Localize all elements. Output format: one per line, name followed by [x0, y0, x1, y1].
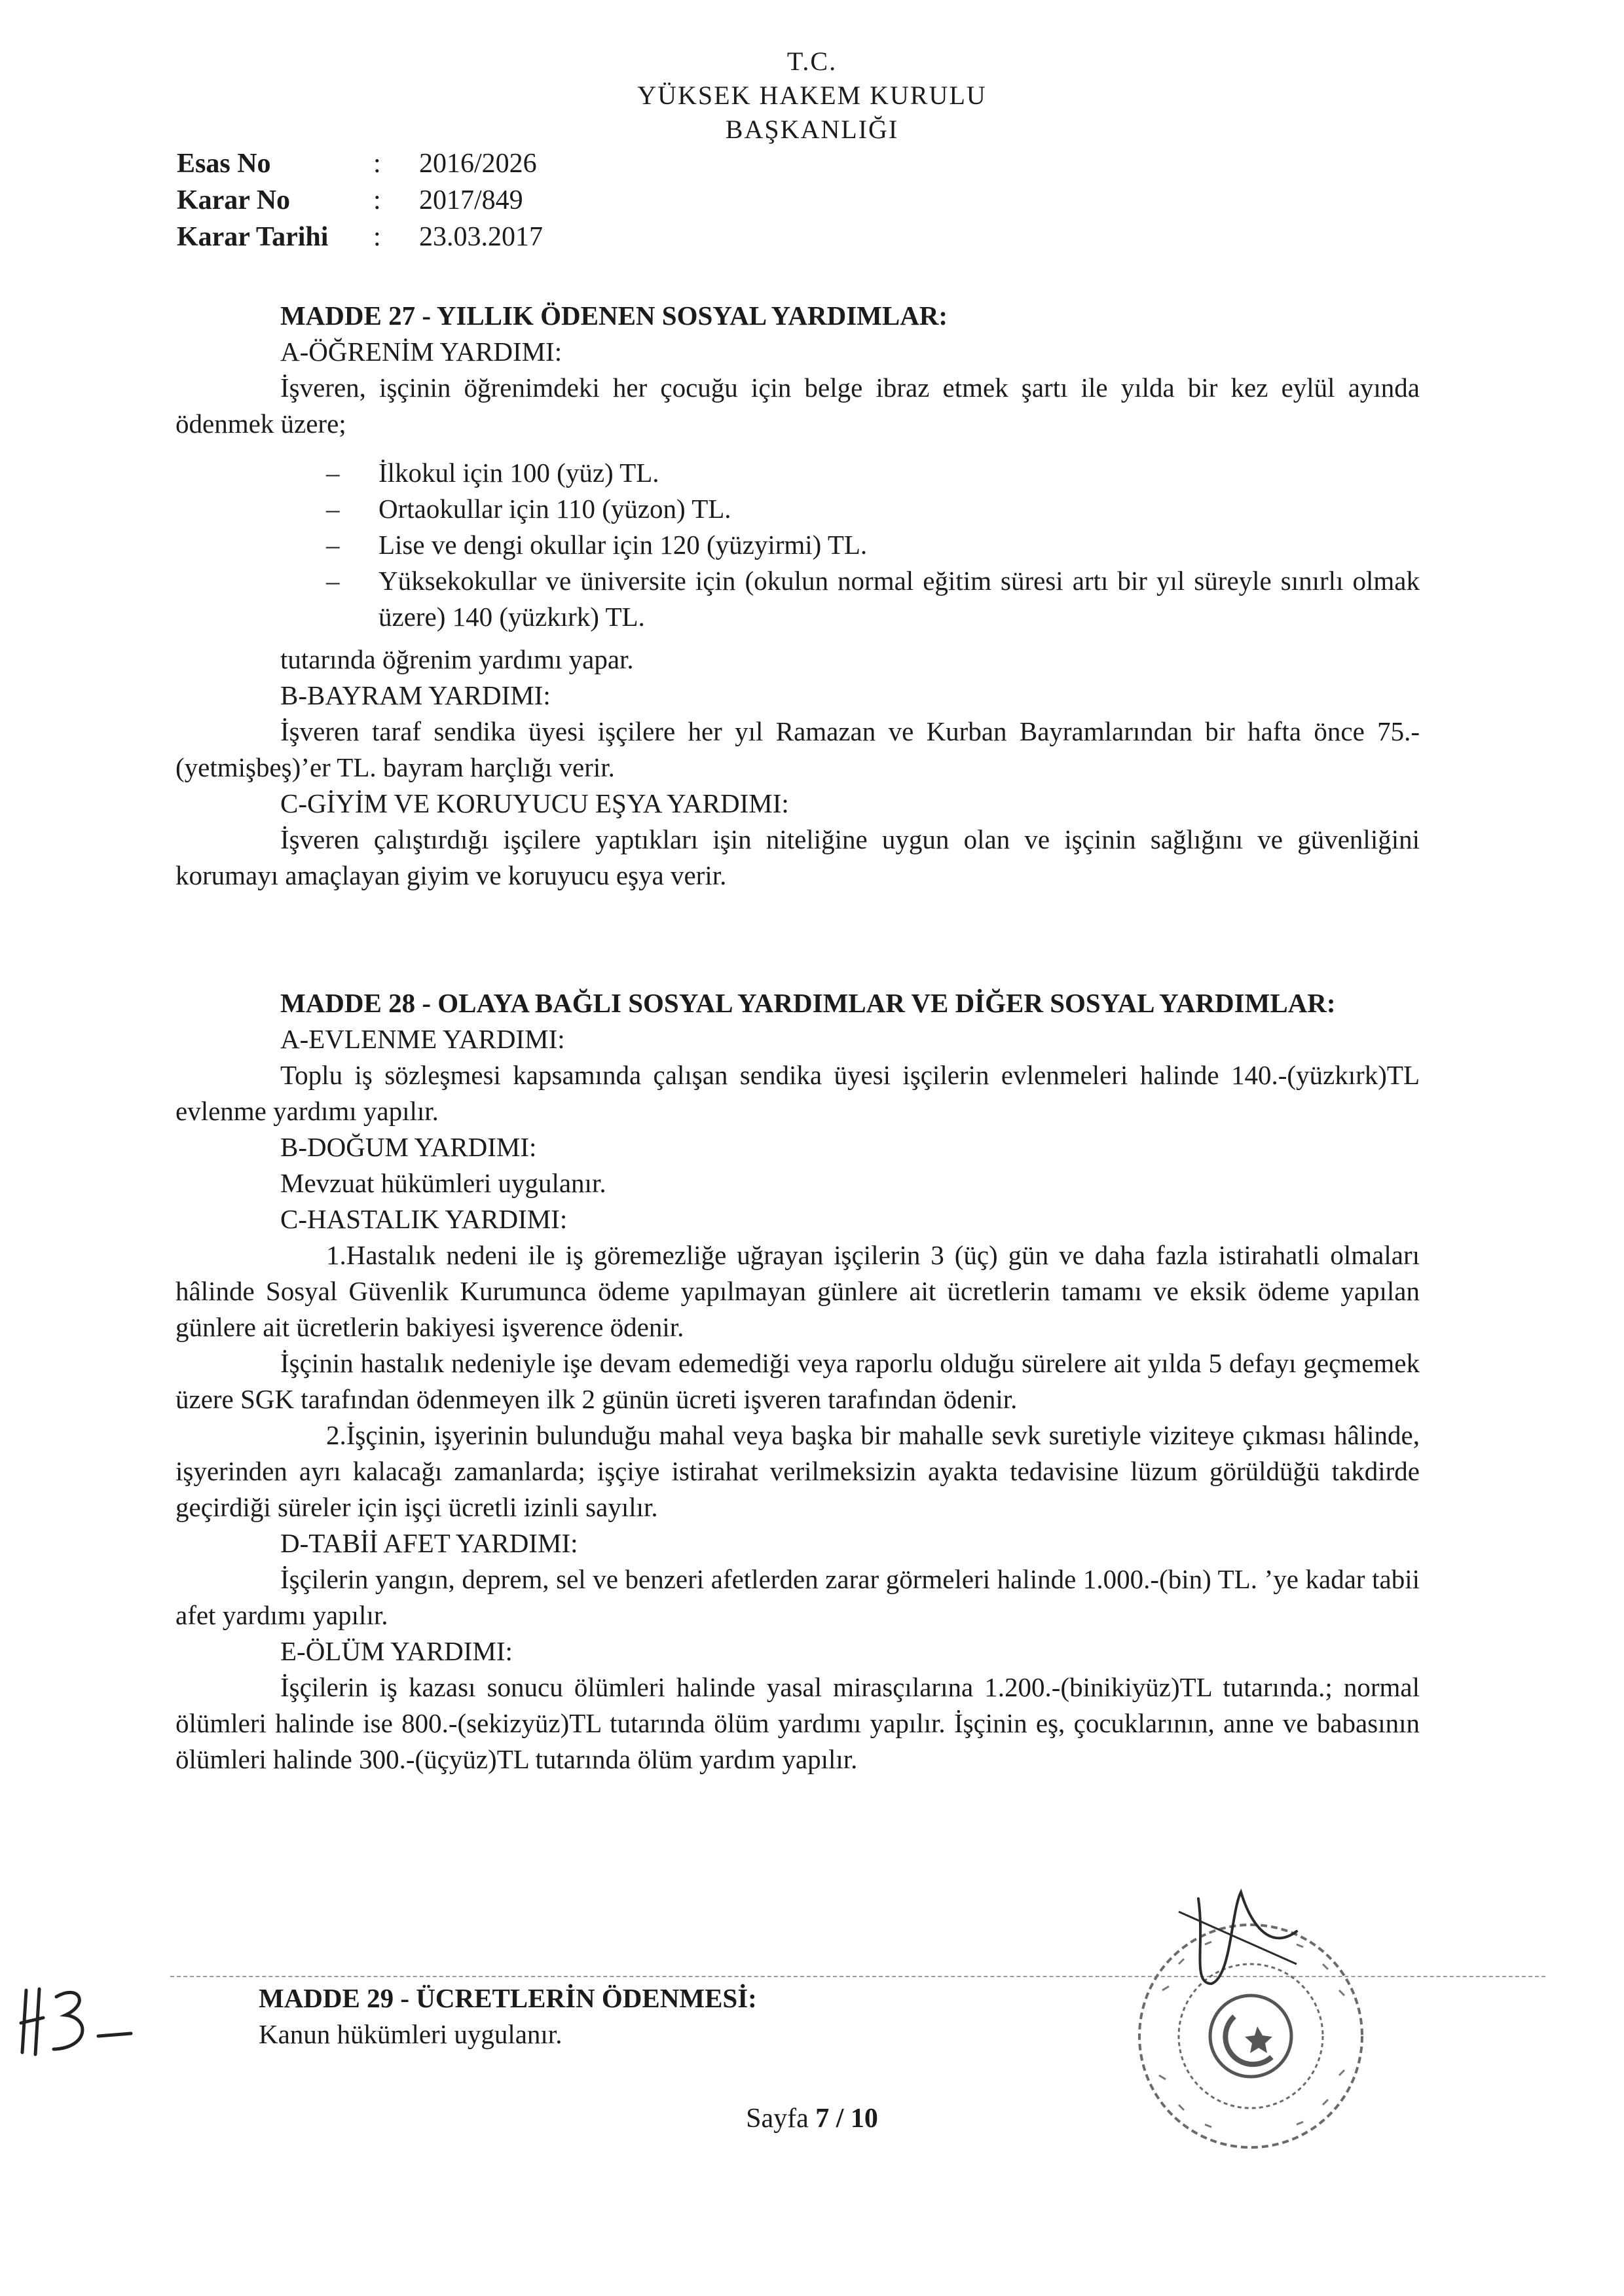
article-27-b-title: B-BAYRAM YARDIMI: [280, 680, 551, 710]
esas-row [177, 145, 543, 182]
karar-colon: : [373, 185, 381, 215]
handwritten-initials [13, 1977, 138, 2062]
article-27-a-title: A-ÖĞRENİM YARDIMI: [280, 337, 563, 367]
list-item: – Yüksekokullar ve üniversite için (okulun normal eğitim süresi artı bir yıl süreyle sınırlı olmak üzere) 140 (yüzkırk) TL. [326, 563, 1420, 635]
article-27 [175, 298, 1420, 894]
esas-value: 2016/2026 [419, 149, 537, 179]
karar-value: 2017/849 [419, 185, 523, 215]
tarih-row [177, 219, 543, 255]
page-number [0, 2103, 1624, 2134]
tarih-label: Karar Tarihi [177, 222, 329, 252]
article-29-heading: MADDE 29 - ÜCRETLERİN ÖDENMESİ: [259, 1983, 757, 2013]
list-item: – Lise ve dengi okullar için 120 (yüzyirmi) TL. [326, 527, 1420, 563]
article-28-b-text: Mevzuat hükümleri uygulanır. [280, 1168, 606, 1198]
article-28-a-text: Toplu iş sözleşmesi kapsamında çalışan sendika üyesi işçilerin evlenmeleri halinde 140.-(yüzkırk)TL evlenme yardımı yapılır. [175, 1060, 1420, 1126]
page-separator: / [836, 2104, 844, 2134]
article-27-a-tail: tutarında öğrenim yardımı yapar. [280, 644, 634, 674]
article-28-c-text-3: 2.İşçinin, işyerinin bulunduğu mahal veya başka bir mahalle sevk suretiyle viziteye çıkması hâlinde, işyerinden ayrı kalacağı zamanlarda; işçiye istirahat verilmeksizin ayakta tedavisine lüzum görüldüğü takdirde geçirdiği süreler için işçi ücretli izinli sayılır. [175, 1420, 1420, 1522]
article-28-d-text: İşçilerin yangın, deprem, sel ve benzeri afetlerden zarar görmeleri halinde 1.000.-(bin) TL. ’ye kadar tabii afet yardımı yapılır. [175, 1564, 1420, 1630]
karar-label: Karar No [177, 185, 291, 215]
page-total: 10 [850, 2104, 878, 2134]
article-27-a-text: İşveren, işçinin öğrenimdeki her çocuğu için belge ibraz etmek şartı ile yılda bir kez eylül ayında ödenmek üzere; [175, 373, 1420, 439]
article-28-b-title: B-DOĞUM YARDIMI: [280, 1132, 537, 1162]
list-item: – Ortaokullar için 110 (yüzon) TL. [326, 491, 1420, 527]
article-27-b-text: İşveren taraf sendika üyesi işçilere her yıl Ramazan ve Kurban Bayramlarından bir hafta önce 75.-(yetmişbeş)’er TL. bayram harçlığı verir. [175, 716, 1420, 782]
tarih-colon: : [373, 222, 381, 252]
case-metadata [177, 145, 543, 255]
article-28-c-title: C-HASTALIK YARDIMI: [280, 1204, 568, 1234]
header-institution: YÜKSEK HAKEM KURULU [637, 81, 987, 110]
article-27-c-title: C-GİYİM VE KORUYUCU EŞYA YARDIMI: [280, 788, 789, 818]
list-item: – İlkokul için 100 (yüz) TL. [326, 455, 1420, 491]
article-28-e-title: E-ÖLÜM YARDIMI: [280, 1636, 513, 1666]
header-presidency: BAŞKANLIĞI [725, 115, 899, 144]
article-28 [175, 985, 1420, 1777]
esas-colon: : [373, 149, 381, 179]
header-tc: T.C. [786, 46, 838, 76]
article-27-heading: MADDE 27 - YILLIK ÖDENEN SOSYAL YARDIMLAR: [280, 301, 948, 331]
article-29-text: Kanun hükümleri uygulanır. [259, 2019, 563, 2049]
article-28-e-text: İşçilerin iş kazası sonucu ölümleri halinde yasal mirasçılarına 1.200.-(binikiyüz)TL tutarında.; normal ölümleri halinde ise 800.-(sekizyüz)TL tutarında ölüm yardımı yapılır. İşçinin eş, çocuklarının, anne ve babasının ölümleri halinde 300.-(üçyüz)TL tutarında ölüm yardım yapılır. [175, 1672, 1420, 1774]
esas-label: Esas No [177, 149, 271, 179]
karar-row [177, 182, 543, 219]
article-28-heading: MADDE 28 - OLAYA BAĞLI SOSYAL YARDIMLAR VE DİĞER SOSYAL YARDIMLAR: [280, 988, 1336, 1018]
article-28-c-text-2: İşçinin hastalık nedeniyle işe devam edemediği veya raporlu olduğu sürelere ait yılda 5 defayı geçmemek üzere SGK tarafından ödenmeyen ilk 2 günün ücreti işveren tarafından ödenir. [175, 1348, 1420, 1414]
article-28-c-text-1: 1.Hastalık nedeni ile iş göremezliğe uğrayan işçilerin 3 (üç) gün ve daha fazla istirahatli olmaları hâlinde Sosyal Güvenlik Kurumunca ödeme yapılmayan günlere ait ücretlerin tamamı ve eksik ödeme yapılan günlere ait ücretlerin bakiyesi işverence ödenir. [175, 1240, 1420, 1342]
education-aid-list [326, 455, 1420, 635]
article-28-d-title: D-TABİİ AFET YARDIMI: [280, 1528, 578, 1558]
article-27-c-text: İşveren çalıştırdığı işçilere yaptıkları işin niteliğine uygun olan ve işçinin sağlığını ve güvenliğini korumayı amaçlayan giyim ve koruyucu eşya verir. [175, 824, 1420, 890]
page-current: 7 [815, 2104, 830, 2134]
tarih-value: 23.03.2017 [419, 222, 543, 252]
page-word: Sayfa [746, 2104, 809, 2134]
article-28-a-title: A-EVLENME YARDIMI: [280, 1024, 565, 1054]
